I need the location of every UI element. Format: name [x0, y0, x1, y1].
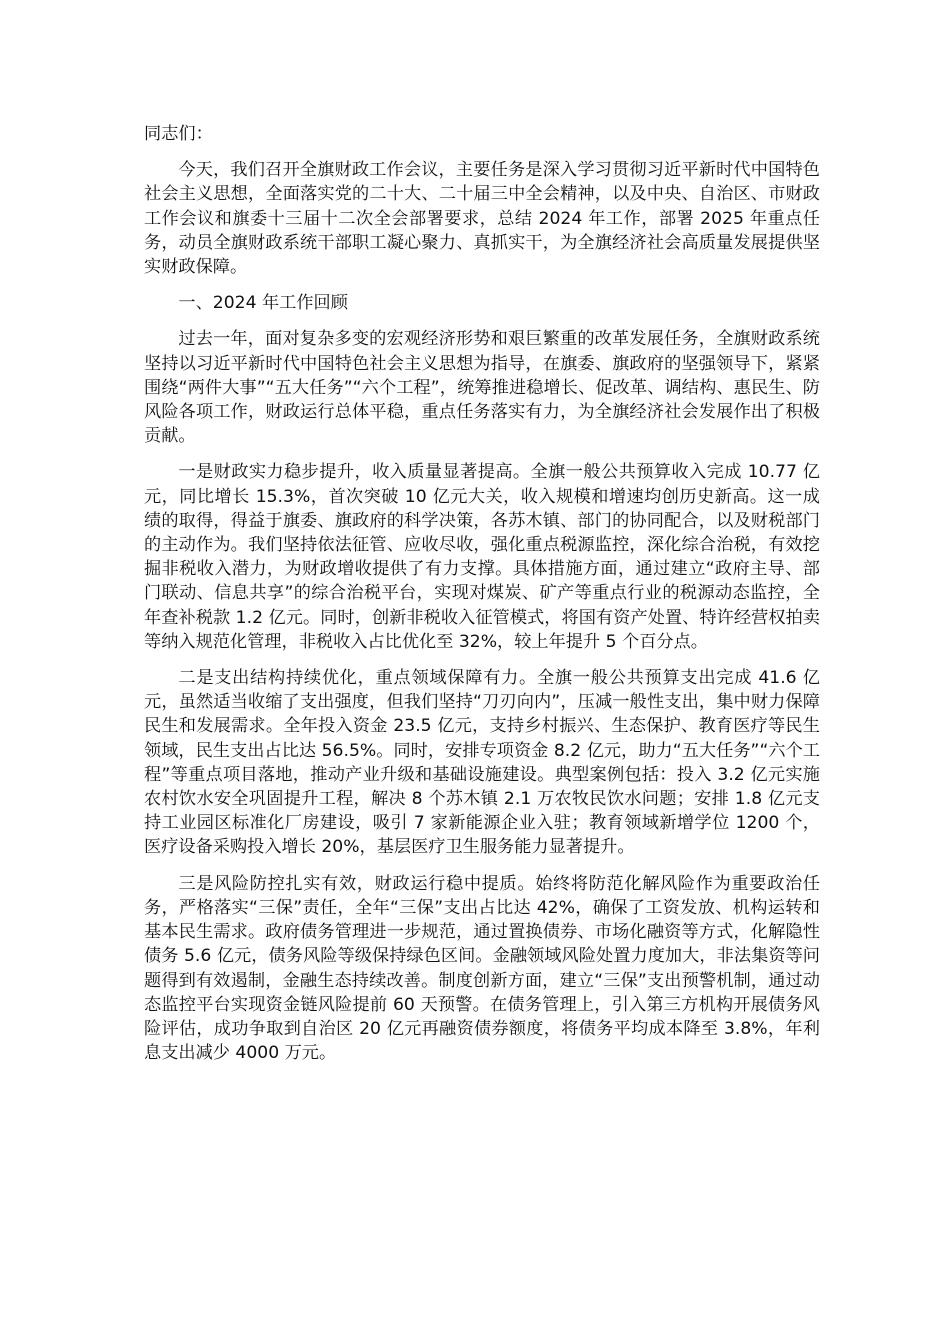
point-two-paragraph: 二是支出结构持续优化，重点领域保障有力。全旗一般公共预算支出完成 41.6 亿元，虽然适当收缩了支出强度，但我们坚持“刀刃向内”，压减一般性支出，集中财力保障民生和发展需求。全年投入资金 23.5 亿元，支持乡村振兴、生态保护、教育医疗等民生领域，民生支出占比达 56.5%。同时，安排专项资金 8.2 亿元，助力“五大任务”“六个工程”等重点项目落地，推动产业升级和基础设施建设。典型案例包括：投入 3.2 亿元实施农村饮水安全巩固提升工程，解决 8 个苏木镇 2.1 万农牧民饮水问题；安排 1.8 亿元支持工业园区标准化厂房建设，吸引 7 家新能源企业入驻；教育领域新增学位 1200 个，医疗设备采购投入增长 20%，基层医疗卫生服务能力显著提升。	[144, 668, 820, 858]
salutation: 同志们：	[144, 124, 213, 144]
overview-paragraph: 过去一年，面对复杂多变的宏观经济形势和艰巨繁重的改革发展任务，全旗财政系统坚持以习近平新时代中国特色社会主义思想为指导，在旗委、旗政府的坚强领导下，紧紧围绕“两件大事”“五大任务”“六个工程”，统筹推进稳增长、促改革、调结构、惠民生、防风险各项工作，财政运行总体平稳，重点任务落实有力，为全旗经济社会发展作出了积极贡献。	[144, 329, 820, 447]
section-heading: 一、2024 年工作回顾	[178, 293, 348, 314]
document-body	[144, 122, 820, 1077]
point-three-paragraph: 三是风险防控扎实有效，财政运行稳中提质。始终将防范化解风险作为重要政治任务，严格落实“三保”责任，全年“三保”支出占比达 42%，确保了工资发放、机构运转和基本民生需求。政府债务管理进一步规范，通过置换债券、市场化融资等方式，化解隐性债务 5.6 亿元，债务风险等级保持绿色区间。金融领域风险处置力度加大，非法集资等问题得到有效遏制，金融生态持续改善。制度创新方面，建立“三保”支出预警机制，通过动态监控平台实现资金链风险提前 60 天预警。在债务管理上，引入第三方机构开展债务风险评估，成功争取到自治区 20 亿元再融资债券额度，将债务平均成本降至 3.8%，年利息支出减少 4000 万元。	[144, 873, 820, 1064]
point-one-paragraph: 一是财政实力稳步提升，收入质量显著提高。全旗一般公共预算收入完成 10.77 亿元，同比增长 15.3%，首次突破 10 亿元大关，收入规模和增速均创历史新高。这一成绩的取得，得益于旗委、旗政府的科学决策，各苏木镇、部门的协同配合，以及财税部门的主动作为。我们坚持依法征管、应收尽收，强化重点税源监控，深化综合治税，有效挖掘非税收入潜力，为财政增收提供了有力支撑。具体措施方面，通过建立“政府主导、部门联动、信息共享”的综合治税平台，实现对煤炭、矿产等重点行业的税源动态监控，全年查补税款 1.2 亿元。同时，创新非税收入征管模式，将国有资产处置、特许经营权拍卖等纳入规范化管理，非税收入占比优化至 32%，较上年提升 5 个百分点。	[144, 462, 820, 652]
intro-paragraph: 今天，我们召开全旗财政工作会议，主要任务是深入学习贯彻习近平新时代中国特色社会主义思想，全面落实党的二十大、二十届三中全会精神，以及中央、自治区、市财政工作会议和旗委十三届十二次全会部署要求，总结 2024 年工作，部署 2025 年重点任务，动员全旗财政系统干部职工凝心聚力、真抓实干，为全旗经济社会高质量发展提供坚实财政保障。	[144, 160, 820, 278]
